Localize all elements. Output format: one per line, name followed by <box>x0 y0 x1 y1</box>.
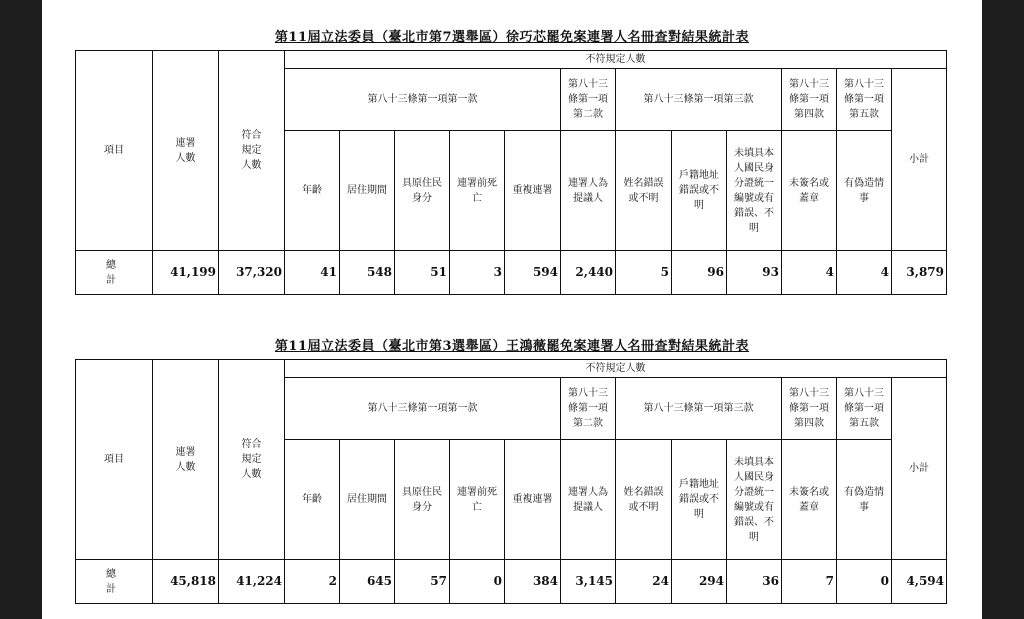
document-page <box>42 0 982 619</box>
header-art83-1-2: 第八十三 條第一項 第二款 <box>561 69 616 131</box>
header-died: 連署前死 亡 <box>450 131 505 251</box>
header-noncompliant: 不符規定人數 <box>285 51 947 69</box>
total-age: 41 <box>285 251 340 295</box>
total-subtotal: 3,879 <box>892 251 947 295</box>
total-duplicate: 384 <box>505 560 561 604</box>
header-forgery: 有偽造情 事 <box>837 440 892 560</box>
header-id-error: 未填具本 人國民身 分證統一 編號或有 錯誤、不 明 <box>727 131 782 251</box>
header-art83-1-1: 第八十三條第一項第一款 <box>285 378 561 440</box>
header-subtotal: 小計 <box>892 69 947 251</box>
header-residence: 居住期間 <box>340 131 395 251</box>
header-art83-1-1: 第八十三條第一項第一款 <box>285 69 561 131</box>
total-label: 總計 <box>76 560 153 604</box>
table-1 <box>75 50 947 295</box>
total-residence: 645 <box>340 560 395 604</box>
header-indigenous: 具原住民 身分 <box>395 131 450 251</box>
header-compliant: 符合 規定 人數 <box>219 51 285 251</box>
header-art83-1-5: 第八十三 條第一項 第五款 <box>837 69 892 131</box>
total-forgery: 0 <box>837 560 892 604</box>
total-residence: 548 <box>340 251 395 295</box>
total-no-signature: 4 <box>782 251 837 295</box>
header-art83-1-4: 第八十三 條第一項 第四款 <box>782 378 837 440</box>
total-compliant: 37,320 <box>219 251 285 295</box>
total-id-error: 36 <box>727 560 782 604</box>
total-duplicate: 594 <box>505 251 561 295</box>
header-proposer: 連署人為 提議人 <box>561 440 616 560</box>
total-proposer: 3,145 <box>561 560 616 604</box>
total-proposer: 2,440 <box>561 251 616 295</box>
header-died: 連署前死 亡 <box>450 440 505 560</box>
header-name-error: 姓名錯誤 或不明 <box>616 440 672 560</box>
total-died: 0 <box>450 560 505 604</box>
header-address-error: 戶籍地址 錯誤或不 明 <box>672 131 727 251</box>
header-age: 年齡 <box>285 440 340 560</box>
header-signers: 連署 人數 <box>153 360 219 560</box>
total-indigenous: 51 <box>395 251 450 295</box>
header-forgery: 有偽造情 事 <box>837 131 892 251</box>
total-address-error: 294 <box>672 560 727 604</box>
header-indigenous: 具原住民 身分 <box>395 440 450 560</box>
header-proposer: 連署人為 提議人 <box>561 131 616 251</box>
table-1-title: 第11屆立法委員（臺北市第7選舉區）徐巧芯罷免案連署人名冊查對結果統計表 <box>274 30 750 45</box>
total-subtotal: 4,594 <box>892 560 947 604</box>
header-no-signature: 未簽名或 蓋章 <box>782 440 837 560</box>
header-art83-1-4: 第八十三 條第一項 第四款 <box>782 69 837 131</box>
header-noncompliant: 不符規定人數 <box>285 360 947 378</box>
table-2-title: 第11屆立法委員（臺北市第3選舉區）王鴻薇罷免案連署人名冊查對結果統計表 <box>274 339 750 354</box>
header-compliant: 符合 規定 人數 <box>219 360 285 560</box>
total-compliant: 41,224 <box>219 560 285 604</box>
total-name-error: 24 <box>616 560 672 604</box>
total-address-error: 96 <box>672 251 727 295</box>
total-indigenous: 57 <box>395 560 450 604</box>
header-item: 項目 <box>76 360 153 560</box>
header-art83-1-3: 第八十三條第一項第三款 <box>616 69 782 131</box>
total-id-error: 93 <box>727 251 782 295</box>
total-label: 總計 <box>76 251 153 295</box>
header-art83-1-2: 第八十三 條第一項 第二款 <box>561 378 616 440</box>
total-died: 3 <box>450 251 505 295</box>
table-2 <box>75 359 947 604</box>
total-row <box>76 560 947 604</box>
header-no-signature: 未簽名或 蓋章 <box>782 131 837 251</box>
total-signers: 45,818 <box>153 560 219 604</box>
header-subtotal: 小計 <box>892 378 947 560</box>
header-id-error: 未填具本 人國民身 分證統一 編號或有 錯誤、不 明 <box>727 440 782 560</box>
header-art83-1-3: 第八十三條第一項第三款 <box>616 378 782 440</box>
header-duplicate: 重複連署 <box>505 131 561 251</box>
header-age: 年齡 <box>285 131 340 251</box>
header-signers: 連署 人數 <box>153 51 219 251</box>
header-name-error: 姓名錯誤 或不明 <box>616 131 672 251</box>
header-item: 項目 <box>76 51 153 251</box>
total-forgery: 4 <box>837 251 892 295</box>
total-no-signature: 7 <box>782 560 837 604</box>
total-name-error: 5 <box>616 251 672 295</box>
total-signers: 41,199 <box>153 251 219 295</box>
header-address-error: 戶籍地址 錯誤或不 明 <box>672 440 727 560</box>
header-residence: 居住期間 <box>340 440 395 560</box>
header-duplicate: 重複連署 <box>505 440 561 560</box>
total-age: 2 <box>285 560 340 604</box>
total-row <box>76 251 947 295</box>
header-art83-1-5: 第八十三 條第一項 第五款 <box>837 378 892 440</box>
